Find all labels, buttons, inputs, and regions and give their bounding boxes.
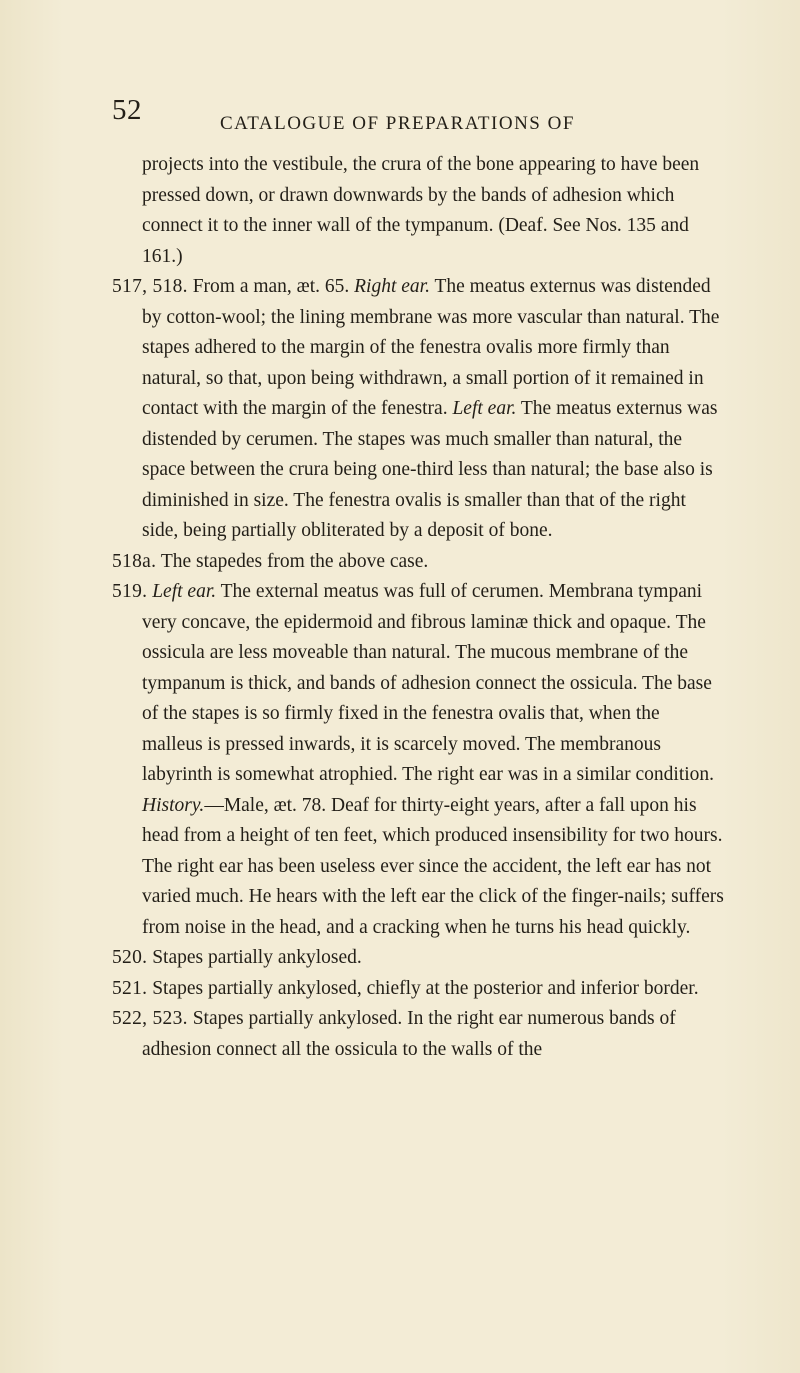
entry-number: 520. bbox=[112, 947, 148, 968]
catalogue-entry-522-523: 522, 523. Stapes partially ankylosed. In the right ear numerous bands of adhesion connect all the ossicula to the walls of the bbox=[112, 1008, 676, 1060]
page-header bbox=[112, 94, 712, 152]
catalogue-entry-521: 521. Stapes partially ankylosed, chiefly at the posterior and inferior border. bbox=[112, 977, 699, 999]
catalogue-entry-519: 519. Left ear. The external meatus was full of cerumen. Membrana tympani very concave, the epidermoid and fibrous laminæ thick and opaque. The ossicula are less moveable than natural. The mucous membrane of the tympanum is thick, and bands of adhesion connect the ossicula. The base of the stapes is so firmly fixed in the fenestra ovalis that, when the malleus is pressed inwards, it is scarcely moved. The membranous labyrinth is somewhat atrophied. The right ear was in a similar condition. History.—Male, æt. 78. Deaf for thirty-eight years, after a fall upon his head from a height of ten feet, which produced insensibility for two hours. The right ear has been useless ever since the accident, the left ear has not varied much. He hears with the left ear the click of the finger-nails; suffers from noise in the head, and a cracking when he turns his head quickly. bbox=[112, 581, 724, 938]
entry-number: 517, 518. bbox=[112, 276, 188, 297]
right-ear-heading: Right ear. bbox=[354, 276, 430, 297]
catalogue-entry-520: 520. Stapes partially ankylosed. bbox=[112, 947, 362, 968]
left-ear-heading: Left ear. bbox=[452, 398, 517, 419]
page-number: 52 bbox=[112, 94, 142, 126]
continued-paragraph: projects into the vestibule, the crura of the bone appearing to have been pressed down, or drawn downwards by the bands of adhesion which connect it to the inner wall of the tympanum. (Deaf. See Nos. 135 and 161.) bbox=[142, 154, 700, 267]
catalogue-entry-517-518: 517, 518. From a man, æt. 65. Right ear. The meatus externus was distended by cotton-wool; the lining membrane was more vascular than natural. The stapes adhered to the margin of the fenestra ovalis more firmly than natural, so that, upon being withdrawn, a small portion of it remained in contact with the margin of the fenestra. Left ear. The meatus externus was distended by cerumen. The stapes was much smaller than natural, the space between the crura being one-third less than natural; the base also is diminished in size. The fenestra ovalis is smaller than that of the right side, being partially obliterated by a deposit of bone. bbox=[112, 276, 720, 541]
catalogue-text bbox=[112, 150, 724, 1065]
running-title: CATALOGUE OF PREPARATIONS OF bbox=[220, 113, 575, 134]
catalogue-entry-518a: 518a. The stapedes from the above case. bbox=[112, 550, 429, 572]
history-heading: History. bbox=[142, 794, 205, 816]
left-ear-heading: Left ear. bbox=[152, 581, 217, 602]
entry-number: 518a. bbox=[112, 550, 157, 572]
entry-number: 522, 523. bbox=[112, 1008, 188, 1029]
entry-number: 521. bbox=[112, 977, 148, 999]
entry-number: 519. bbox=[112, 581, 148, 602]
